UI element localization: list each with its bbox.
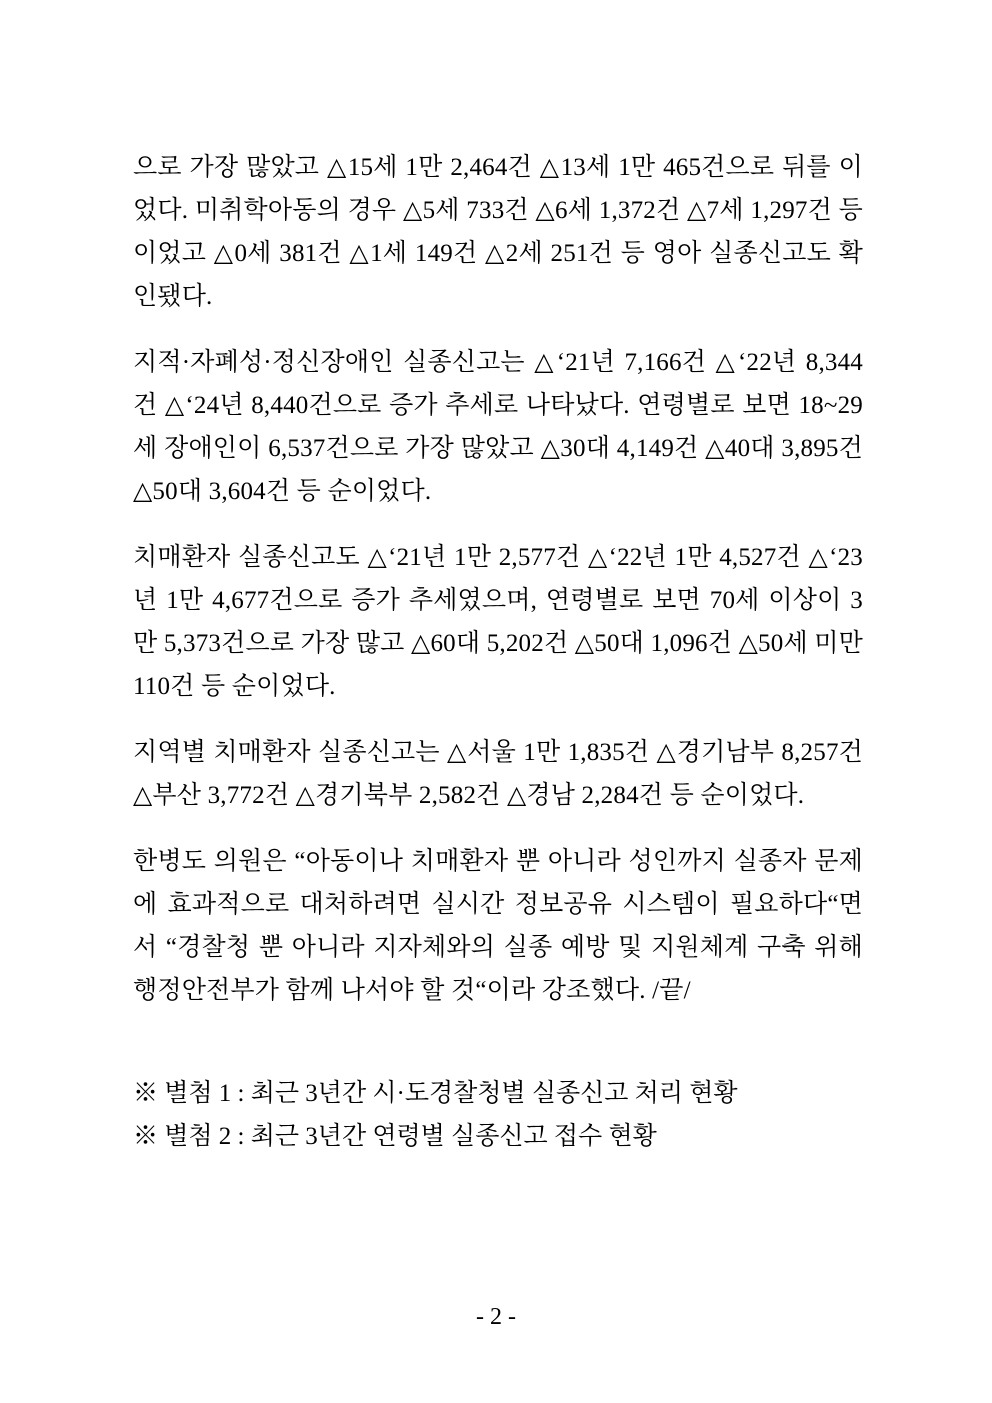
paragraph-disabled-persons-stats: 지적·자폐성·정신장애인 실종신고는 △‘21년 7,166건 △‘22년 8,344건 △‘24년 8,440건으로 증가 추세로 나타났다. 연령별로 보면 18~29세 장애인이 6,537건으로 가장 많았고 △30대 4,149건 △40대 3,895건 △50대 3,604건 등 순이었다. xyxy=(133,349,863,505)
attachments-section xyxy=(133,1072,863,1158)
attachment-note-1: ※ 별첨 1 : 최근 3년간 시·도경찰청별 실종신고 처리 현황 xyxy=(133,1080,738,1107)
paragraph-dementia-patients-stats: 치매환자 실종신고도 △‘21년 1만 2,577건 △‘22년 1만 4,527건 △‘23년 1만 4,677건으로 증가 추세였으며, 연령별로 보면 70세 이상이 3만 5,373건으로 가장 많고 △60대 5,202건 △50대 1,096건 △50세 미만 110건 등 순이었다. xyxy=(133,544,863,700)
paragraph-lawmaker-quote: 한병도 의원은 “아동이나 치매환자 뿐 아니라 성인까지 실종자 문제에 효과적으로 대처하려면 실시간 정보공유 시스템이 필요하다“면서 “경찰청 뿐 아니라 지자체와의 실종 예방 및 지원체계 구축 위해 행정안전부가 함께 나서야 할 것“이라 강조했다. /끝/ xyxy=(133,848,863,1004)
paragraph-missing-children-stats: 으로 가장 많았고 △15세 1만 2,464건 △13세 1만 465건으로 뒤를 이었다. 미취학아동의 경우 △5세 733건 △6세 1,372건 △7세 1,297건 등이었고 △0세 381건 △1세 149건 △2세 251건 등 영아 실종신고도 확인됐다. xyxy=(133,154,863,310)
attachment-note-2: ※ 별첨 2 : 최근 3년간 연령별 실종신고 접수 현황 xyxy=(133,1123,657,1150)
paragraph-regional-dementia-stats: 지역별 치매환자 실종신고는 △서울 1만 1,835건 △경기남부 8,257건 △부산 3,772건 △경기북부 2,582건 △경남 2,284건 등 순이었다. xyxy=(133,739,863,809)
document-body xyxy=(133,146,863,1158)
page-number: - 2 - xyxy=(476,1304,516,1330)
